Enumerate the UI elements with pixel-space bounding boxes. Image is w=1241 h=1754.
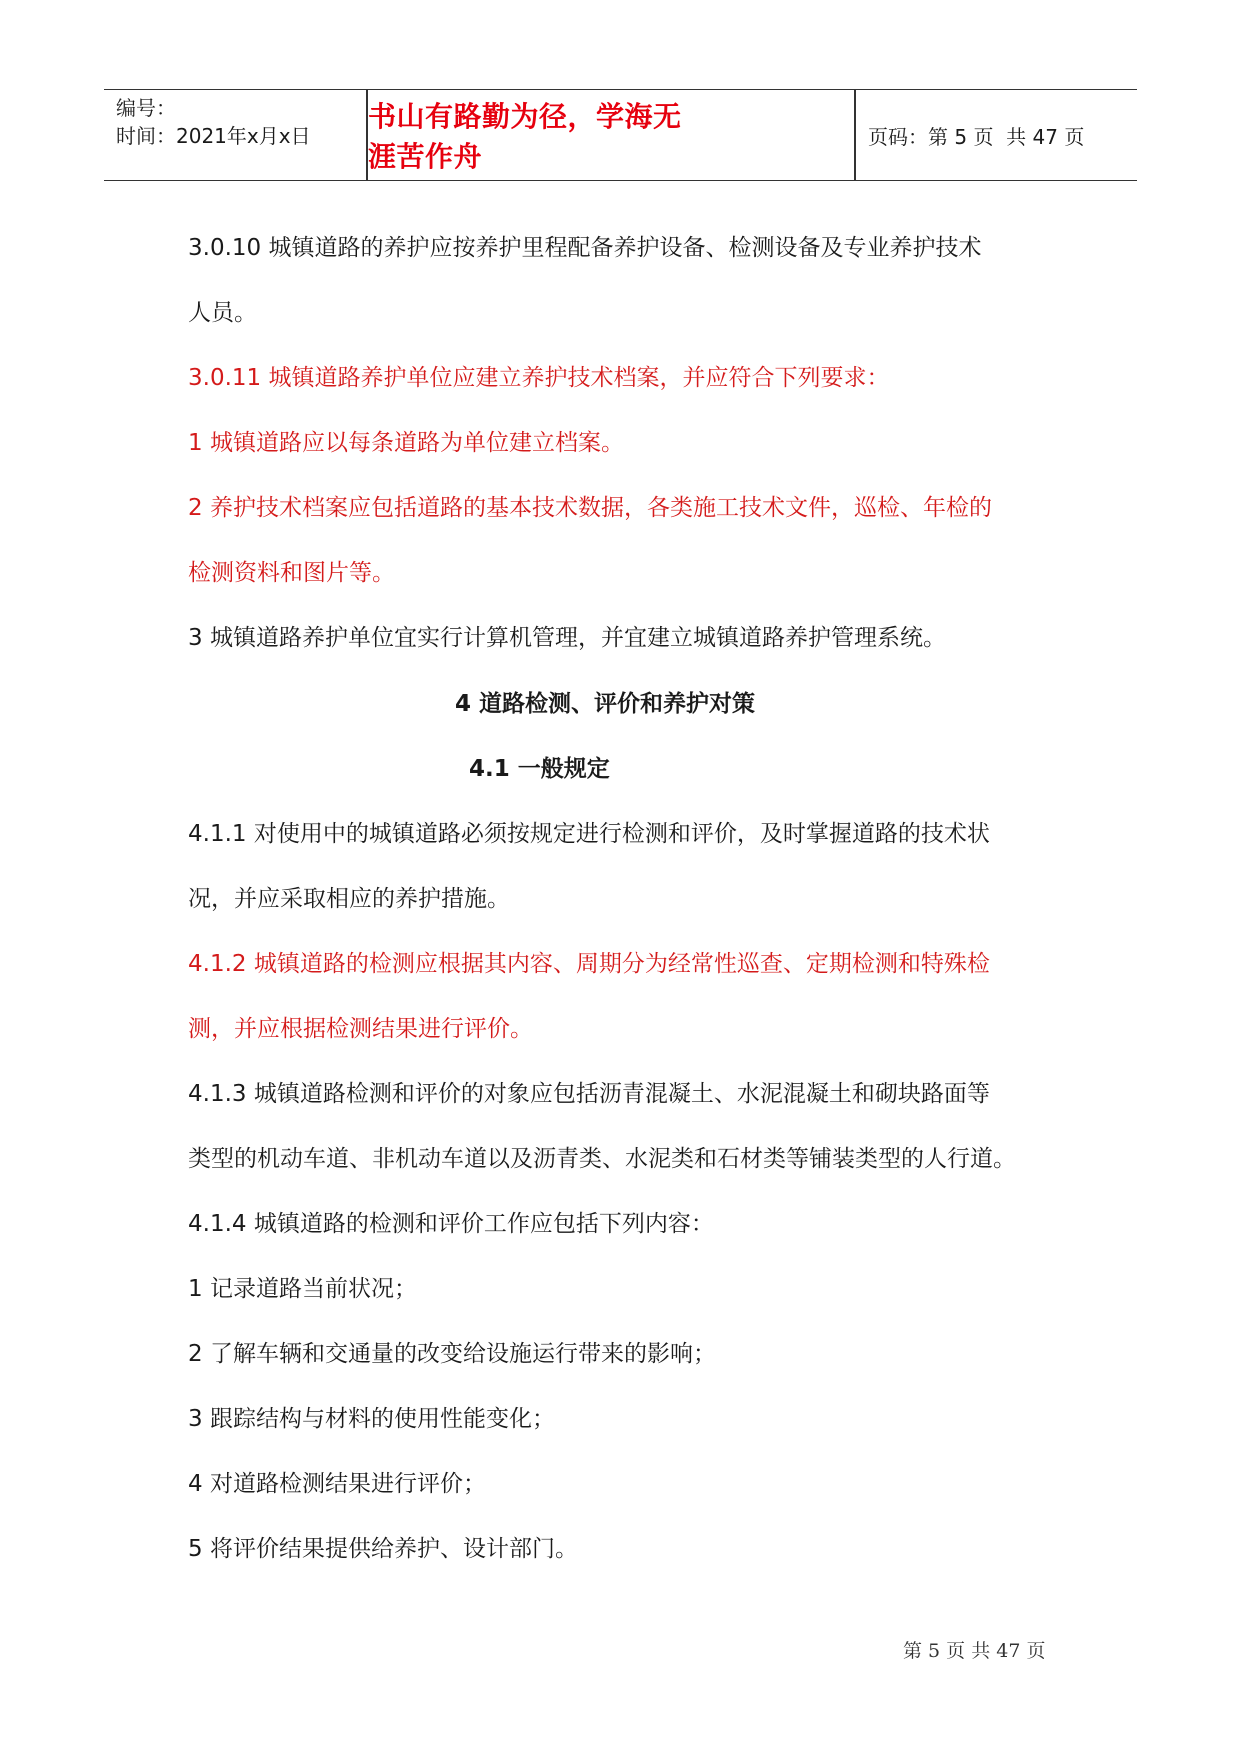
doc-number-label: 编号： bbox=[116, 96, 176, 120]
clause-3-0-11-item-1: 1 城镇道路应以每条道路为单位建立档案。 bbox=[188, 430, 624, 456]
clause-4-1-4-item-2: 2 了解车辆和交通量的改变给设施运行带来的影响； bbox=[188, 1341, 716, 1367]
clause-4-1-3-cont: 类型的机动车道、非机动车道以及沥青类、水泥类和石材类等铺装类型的人行道。 bbox=[188, 1146, 1016, 1172]
doc-time-label: 时间：2021年x月x日 bbox=[116, 124, 311, 148]
clause-4-1-1: 4.1.1 对使用中的城镇道路必须按规定进行检测和评价，及时掌握道路的技术状 bbox=[188, 821, 990, 847]
clause-4-1-4: 4.1.4 城镇道路的检测和评价工作应包括下列内容： bbox=[188, 1211, 714, 1237]
clause-3-0-11-item-2-cont: 检测资料和图片等。 bbox=[188, 560, 395, 586]
clause-4-1-4-item-5: 5 将评价结果提供给养护、设计部门。 bbox=[188, 1536, 578, 1562]
clause-4-1-3: 4.1.3 城镇道路检测和评价的对象应包括沥青混凝土、水泥混凝土和砌块路面等 bbox=[188, 1081, 990, 1107]
page-header bbox=[104, 89, 1137, 181]
chapter-heading: 4 道路检测、评价和养护对策 bbox=[455, 691, 756, 717]
clause-4-1-2: 4.1.2 城镇道路的检测应根据其内容、周期分为经常性巡查、定期检测和特殊检 bbox=[188, 951, 990, 977]
page-footer: 第 5 页 共 47 页 bbox=[903, 1640, 1046, 1662]
clause-3-0-11-item-2: 2 养护技术档案应包括道路的基本技术数据，各类施工技术文件，巡检、年检的 bbox=[188, 495, 992, 521]
section-heading: 4.1 一般规定 bbox=[469, 756, 610, 782]
header-motto: 书山有路勤为径，学海无涯苦作舟 bbox=[368, 100, 682, 173]
clause-4-1-2-cont: 测，并应根据检测结果进行评价。 bbox=[188, 1016, 533, 1042]
clause-4-1-4-item-1: 1 记录道路当前状况； bbox=[188, 1276, 417, 1302]
clause-3-0-11-item-3: 3 城镇道路养护单位宜实行计算机管理，并宜建立城镇道路养护管理系统。 bbox=[188, 625, 946, 651]
clause-3-0-10-cont: 人员。 bbox=[188, 300, 257, 326]
clause-4-1-4-item-3: 3 跟踪结构与材料的使用性能变化； bbox=[188, 1406, 555, 1432]
clause-4-1-1-cont: 况，并应采取相应的养护措施。 bbox=[188, 886, 510, 912]
clause-4-1-4-item-4: 4 对道路检测结果进行评价； bbox=[188, 1471, 486, 1497]
clause-3-0-10: 3.0.10 城镇道路的养护应按养护里程配备养护设备、检测设备及专业养护技术 bbox=[188, 235, 982, 261]
header-meta bbox=[116, 90, 370, 180]
clause-3-0-11: 3.0.11 城镇道路养护单位应建立养护技术档案，并应符合下列要求： bbox=[188, 365, 890, 391]
header-page-label: 页码：第 5 页 共 47 页 bbox=[868, 124, 1085, 149]
header-divider-right bbox=[854, 90, 856, 180]
